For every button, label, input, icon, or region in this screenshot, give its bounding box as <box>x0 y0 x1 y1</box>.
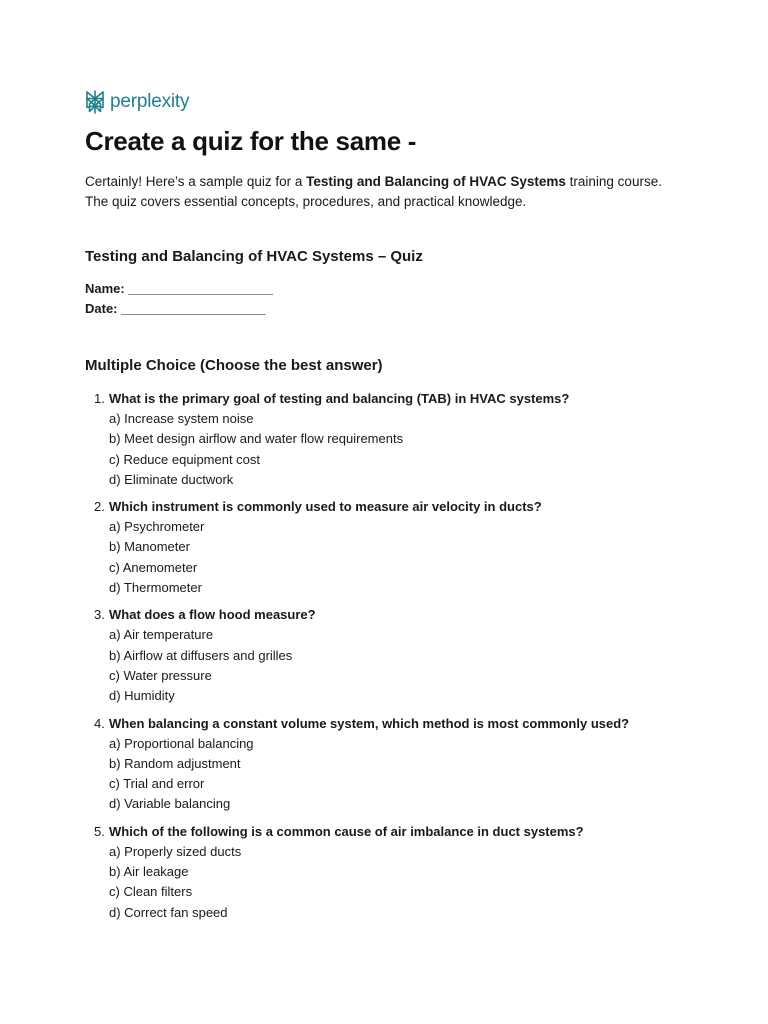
question-text: Which of the following is a common cause of air imbalance in duct systems? <box>109 823 584 839</box>
question-item <box>85 605 629 706</box>
option-item: c) Anemometer <box>109 559 198 575</box>
logo-wordmark: perplexity <box>110 91 190 112</box>
quiz-title: Testing and Balancing of HVAC Systems – Quiz <box>85 248 423 265</box>
question-number: 5. <box>94 823 105 839</box>
page-title: Create a quiz for the same - <box>85 126 417 156</box>
date-line: Date: ____________________ <box>85 301 266 316</box>
question-item <box>85 714 629 815</box>
option-item: d) Thermometer <box>109 580 202 596</box>
option-item: d) Humidity <box>109 688 175 704</box>
question-number: 3. <box>94 607 105 623</box>
question-number: 2. <box>94 499 105 515</box>
question-number: 4. <box>94 715 105 731</box>
option-item: c) Trial and error <box>109 776 205 792</box>
perplexity-logo-icon <box>85 90 105 114</box>
option-item: b) Air leakage <box>109 864 189 880</box>
question-text: What is the primary goal of testing and balancing (TAB) in HVAC systems? <box>109 391 570 406</box>
intro-text-before: Certainly! Here’s a sample quiz for a <box>85 174 307 189</box>
question-text: When balancing a constant volume system, which method is most commonly used? <box>109 715 630 731</box>
name-line: Name: ____________________ <box>85 281 273 296</box>
option-item: a) Psychrometer <box>109 519 205 535</box>
option-item: c) Water pressure <box>109 667 212 683</box>
option-list <box>109 517 629 598</box>
option-item: b) Airflow at diffusers and grilles <box>109 647 293 663</box>
question-number: 1. <box>94 391 105 406</box>
intro-course-name: Testing and Balancing of HVAC Systems <box>306 174 566 189</box>
question-list <box>85 389 629 930</box>
question-text: Which instrument is commonly used to measure air velocity in ducts? <box>109 499 542 515</box>
option-list <box>109 734 629 815</box>
option-item: a) Air temperature <box>109 627 214 643</box>
option-list <box>109 625 629 706</box>
option-list <box>109 842 629 923</box>
option-item: a) Proportional balancing <box>109 735 254 751</box>
option-item: b) Random adjustment <box>109 755 241 771</box>
question-item <box>85 389 629 490</box>
question-item <box>85 822 629 923</box>
option-item: b) Manometer <box>109 539 190 555</box>
intro-text-after: training course. The quiz covers essential concepts, procedures, and practical knowledge. <box>85 174 662 209</box>
intro-paragraph <box>85 172 685 212</box>
option-item: d) Variable balancing <box>109 796 231 812</box>
question-text: What does a flow hood measure? <box>109 607 316 623</box>
option-item: a) Properly sized ducts <box>109 843 242 859</box>
question-item <box>85 497 629 598</box>
option-item: d) Eliminate ductwork <box>109 471 234 487</box>
option-item: d) Correct fan speed <box>109 904 228 920</box>
option-list <box>109 409 629 490</box>
option-item: b) Meet design airflow and water flow requirements <box>109 431 404 447</box>
section-title: Multiple Choice (Choose the best answer) <box>85 357 383 374</box>
perplexity-logo <box>85 90 189 114</box>
option-item: c) Reduce equipment cost <box>109 451 261 467</box>
option-item: c) Clean filters <box>109 884 193 900</box>
option-item: a) Increase system noise <box>109 411 254 426</box>
